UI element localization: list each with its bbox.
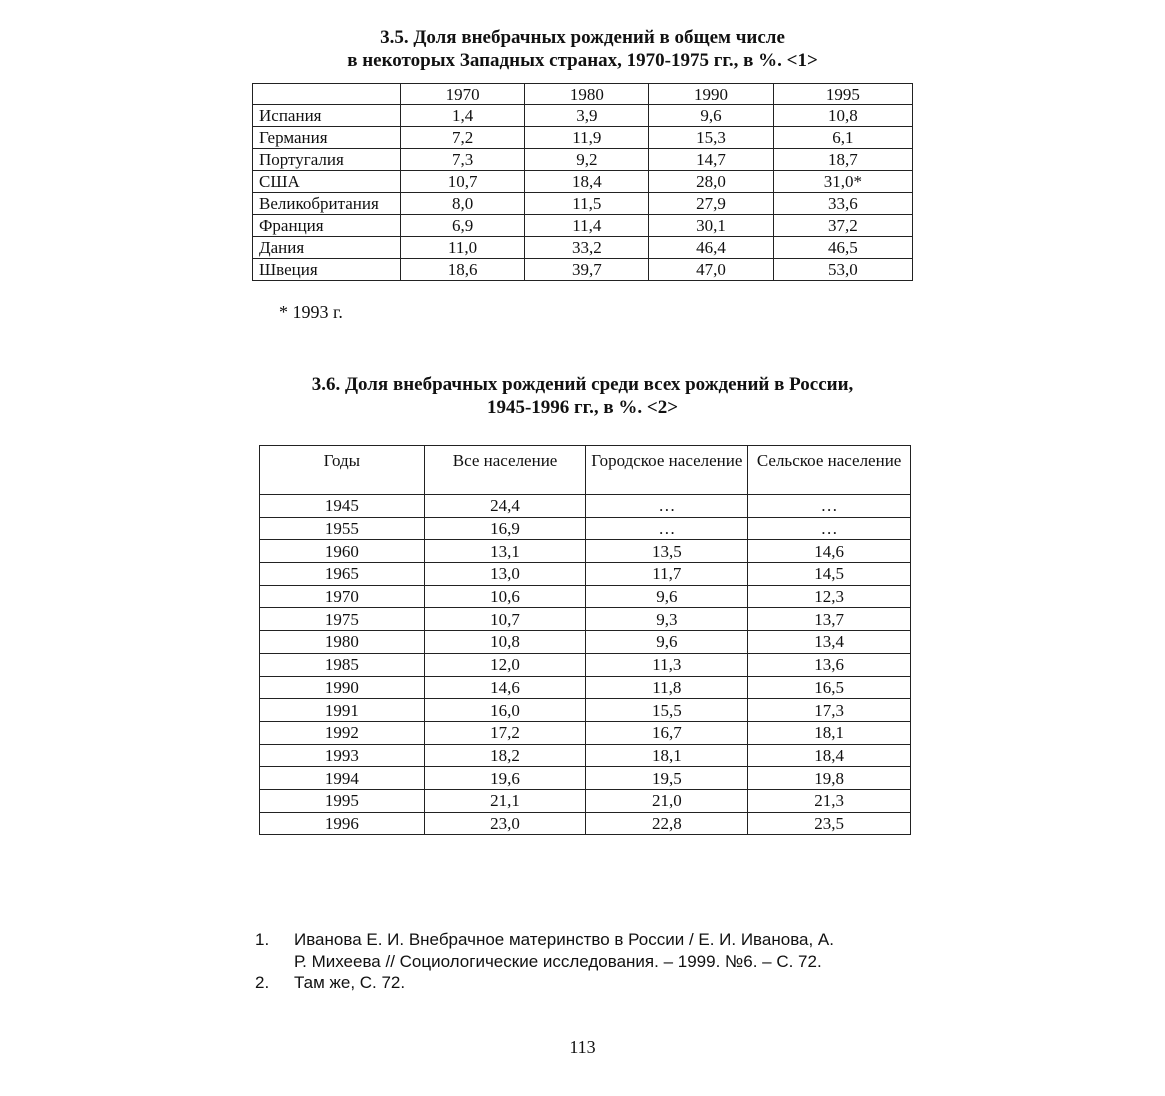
table-36-title-line2: 1945-1996 гг., в %. <2> — [486, 397, 679, 418]
table-36-row — [260, 676, 911, 699]
table-36-value-cell: 9,3 — [586, 608, 748, 631]
table-35-value-cell: 31,0* — [773, 171, 912, 193]
table-36-year-cell: 1945 — [260, 495, 425, 518]
table-35-row — [253, 215, 913, 237]
table-36-value-cell: 16,9 — [424, 517, 586, 540]
footnote-1-number: 1. — [255, 930, 270, 949]
table-36-value-cell: 21,0 — [586, 789, 748, 812]
table-35-value-cell: 18,6 — [401, 259, 525, 281]
table-36-row — [260, 495, 911, 518]
table-35-value-cell: 7,2 — [401, 127, 525, 149]
footnote-2-number: 2. — [255, 973, 270, 992]
table-35-country-cell: Франция — [253, 215, 401, 237]
table-35 — [252, 83, 913, 281]
table-36-row — [260, 721, 911, 744]
table-36-row — [260, 789, 911, 812]
table-35-value-cell: 3,9 — [525, 105, 649, 127]
footnote-1-line2: Р. Михеева // Социологические исследования. – 1999. №6. – С. 72. — [294, 952, 822, 971]
table-35-corner-cell — [253, 84, 401, 105]
table-35-value-cell: 30,1 — [649, 215, 773, 237]
table-35-value-cell: 18,4 — [525, 171, 649, 193]
table-35-country-cell: Португалия — [253, 149, 401, 171]
table-36-value-cell: 12,3 — [748, 585, 911, 608]
table-35-row — [253, 127, 913, 149]
table-36-row — [260, 540, 911, 563]
table-36-value-cell: … — [748, 517, 911, 540]
table-36-header-rural: Сельское население — [748, 446, 911, 495]
table-36-value-cell: 11,7 — [586, 563, 748, 586]
table-35-value-cell: 11,5 — [525, 193, 649, 215]
table-36-row — [260, 563, 911, 586]
table-36-value-cell: 9,6 — [586, 585, 748, 608]
table-35-value-cell: 9,2 — [525, 149, 649, 171]
table-35-header-row — [253, 84, 913, 105]
table-36-header-years: Годы — [260, 446, 425, 495]
table-36-value-cell: … — [586, 517, 748, 540]
table-36-value-cell: 10,8 — [424, 631, 586, 654]
table-36-year-cell: 1990 — [260, 676, 425, 699]
table-36 — [259, 445, 911, 835]
footnote-2-text: Там же, С. 72. — [294, 973, 406, 992]
table-36-title — [0, 373, 1165, 419]
table-36-value-cell: 13,1 — [424, 540, 586, 563]
table-35-row — [253, 171, 913, 193]
table-35-value-cell: 33,2 — [525, 237, 649, 259]
table-36-row — [260, 517, 911, 540]
table-35-country-cell: Великобритания — [253, 193, 401, 215]
table-36-header-urban: Городское население — [586, 446, 748, 495]
table-36-row — [260, 767, 911, 790]
table-36-year-cell: 1996 — [260, 812, 425, 835]
table-35-value-cell: 53,0 — [773, 259, 912, 281]
table-36-value-cell: 21,1 — [424, 789, 586, 812]
table-36-value-cell: 13,4 — [748, 631, 911, 654]
table-35-row — [253, 237, 913, 259]
table-36-year-cell: 1995 — [260, 789, 425, 812]
table-35-year-header: 1970 — [401, 84, 525, 105]
table-36-year-cell: 1993 — [260, 744, 425, 767]
table-35-note: * 1993 г. — [279, 302, 343, 322]
table-35-value-cell: 10,8 — [773, 105, 912, 127]
table-36-year-cell: 1980 — [260, 631, 425, 654]
table-36-value-cell: 18,1 — [586, 744, 748, 767]
table-36-row — [260, 653, 911, 676]
table-35-value-cell: 15,3 — [649, 127, 773, 149]
table-36-value-cell: 11,8 — [586, 676, 748, 699]
table-36-value-cell: 16,5 — [748, 676, 911, 699]
table-35-value-cell: 11,4 — [525, 215, 649, 237]
table-36-value-cell: 14,5 — [748, 563, 911, 586]
table-36-year-cell: 1992 — [260, 721, 425, 744]
table-35-country-cell: Испания — [253, 105, 401, 127]
table-35-row — [253, 149, 913, 171]
footnote-1-line1: Иванова Е. И. Внебрачное материнство в России / Е. И. Иванова, А. — [294, 930, 834, 949]
table-36-value-cell: 14,6 — [748, 540, 911, 563]
table-36-value-cell: 19,8 — [748, 767, 911, 790]
table-36-value-cell: 16,0 — [424, 699, 586, 722]
table-36-row — [260, 699, 911, 722]
table-35-year-header: 1995 — [773, 84, 912, 105]
table-36-value-cell: 14,6 — [424, 676, 586, 699]
table-36-year-cell: 1991 — [260, 699, 425, 722]
page-number: 113 — [569, 1037, 596, 1057]
table-36-value-cell: 19,5 — [586, 767, 748, 790]
table-36-value-cell: 23,0 — [424, 812, 586, 835]
table-35-country-cell: Швеция — [253, 259, 401, 281]
table-36-value-cell: 17,3 — [748, 699, 911, 722]
table-36-header-row — [260, 446, 911, 495]
table-35-value-cell: 37,2 — [773, 215, 912, 237]
table-35-value-cell: 18,7 — [773, 149, 912, 171]
table-36-year-cell: 1970 — [260, 585, 425, 608]
table-36-value-cell: 24,4 — [424, 495, 586, 518]
table-36-title-line1: 3.6. Доля внебрачных рождений среди всех рождений в России, — [311, 374, 854, 395]
table-36-value-cell: 10,7 — [424, 608, 586, 631]
table-36-year-cell: 1955 — [260, 517, 425, 540]
table-36-value-cell: 12,0 — [424, 653, 586, 676]
table-36-value-cell: 21,3 — [748, 789, 911, 812]
table-36-value-cell: 13,5 — [586, 540, 748, 563]
table-35-row — [253, 105, 913, 127]
table-36-value-cell: 13,7 — [748, 608, 911, 631]
table-36-value-cell: 18,2 — [424, 744, 586, 767]
table-36-year-cell: 1985 — [260, 653, 425, 676]
table-35-value-cell: 6,9 — [401, 215, 525, 237]
table-36-value-cell: 23,5 — [748, 812, 911, 835]
table-35-country-cell: США — [253, 171, 401, 193]
table-35-value-cell: 39,7 — [525, 259, 649, 281]
table-36-row — [260, 585, 911, 608]
table-35-value-cell: 6,1 — [773, 127, 912, 149]
table-35-title — [0, 26, 1165, 72]
table-36-value-cell: 13,0 — [424, 563, 586, 586]
table-35-title-line2: в некоторых Западных странах, 1970-1975 гг., в %. <1> — [347, 50, 818, 71]
table-35-value-cell: 46,5 — [773, 237, 912, 259]
table-36-row — [260, 744, 911, 767]
table-36-year-cell: 1960 — [260, 540, 425, 563]
table-36-value-cell: 18,1 — [748, 721, 911, 744]
table-36-value-cell: 19,6 — [424, 767, 586, 790]
table-35-country-cell: Германия — [253, 127, 401, 149]
table-35-value-cell: 46,4 — [649, 237, 773, 259]
table-36-row — [260, 812, 911, 835]
table-35-value-cell: 14,7 — [649, 149, 773, 171]
table-36-row — [260, 631, 911, 654]
table-36-row — [260, 608, 911, 631]
table-36-value-cell: … — [748, 495, 911, 518]
table-35-value-cell: 1,4 — [401, 105, 525, 127]
table-35-value-cell: 47,0 — [649, 259, 773, 281]
table-36-year-cell: 1994 — [260, 767, 425, 790]
table-36-value-cell: 9,6 — [586, 631, 748, 654]
table-35-value-cell: 33,6 — [773, 193, 912, 215]
table-36-value-cell: 22,8 — [586, 812, 748, 835]
table-35-title-line1: 3.5. Доля внебрачных рождений в общем числе — [380, 27, 785, 48]
table-35-row — [253, 193, 913, 215]
table-35-value-cell: 11,9 — [525, 127, 649, 149]
table-36-value-cell: … — [586, 495, 748, 518]
table-36-header-all: Все население — [424, 446, 586, 495]
table-35-year-header: 1980 — [525, 84, 649, 105]
table-36-year-cell: 1975 — [260, 608, 425, 631]
table-36-value-cell: 18,4 — [748, 744, 911, 767]
table-35-value-cell: 8,0 — [401, 193, 525, 215]
table-35-year-header: 1990 — [649, 84, 773, 105]
table-35-value-cell: 7,3 — [401, 149, 525, 171]
table-35-value-cell: 10,7 — [401, 171, 525, 193]
table-35-value-cell: 27,9 — [649, 193, 773, 215]
table-35-value-cell: 11,0 — [401, 237, 525, 259]
table-36-value-cell: 11,3 — [586, 653, 748, 676]
table-36-value-cell: 16,7 — [586, 721, 748, 744]
table-36-value-cell: 17,2 — [424, 721, 586, 744]
table-36-value-cell: 10,6 — [424, 585, 586, 608]
table-36-value-cell: 15,5 — [586, 699, 748, 722]
table-36-value-cell: 13,6 — [748, 653, 911, 676]
table-35-row — [253, 259, 913, 281]
table-35-value-cell: 28,0 — [649, 171, 773, 193]
table-36-year-cell: 1965 — [260, 563, 425, 586]
table-35-value-cell: 9,6 — [649, 105, 773, 127]
table-35-country-cell: Дания — [253, 237, 401, 259]
